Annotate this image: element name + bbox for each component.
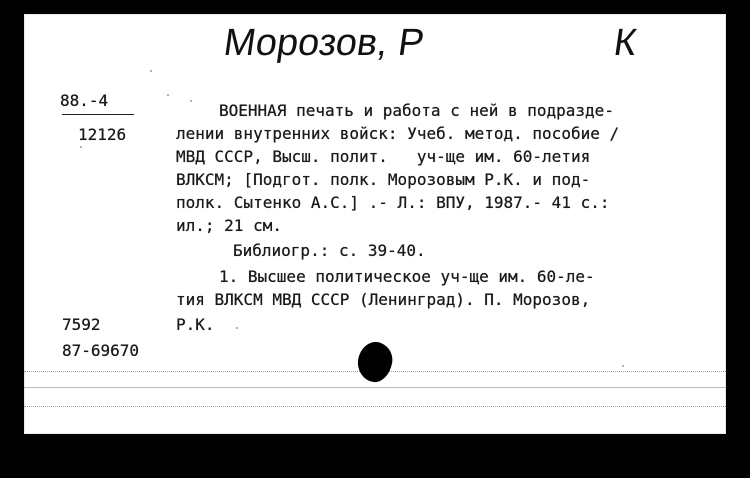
card-rule bbox=[24, 387, 726, 388]
description-line: ВЛКСМ; [Подгот. полк. Морозовым Р.К. и под- bbox=[176, 170, 591, 189]
subject-line-tail: Р.К. bbox=[176, 315, 215, 334]
drawer-letter: К bbox=[611, 22, 640, 64]
card-punch-hole bbox=[355, 339, 395, 384]
subject-line: тия ВЛКСМ МВД СССР (Ленинград). П. Морозов, bbox=[176, 290, 591, 309]
speck bbox=[190, 100, 192, 102]
call-number-top: 88.-4 bbox=[60, 91, 109, 110]
description-line: полк. Сытенко А.С.] .- Л.: ВПУ, 1987.- 41 с.: bbox=[176, 193, 610, 212]
speck bbox=[236, 327, 238, 329]
call-number-divider bbox=[62, 114, 134, 115]
speck bbox=[622, 365, 624, 367]
speck bbox=[80, 146, 82, 148]
description-line: ил.; 21 см. bbox=[176, 216, 282, 235]
bibliography-note: Библиогр.: с. 39-40. bbox=[233, 241, 426, 260]
speck bbox=[167, 94, 169, 96]
author-heading: Морозов, Р bbox=[221, 22, 427, 64]
subject-line: 1. Высшее политическое уч-ще им. 60-ле- bbox=[219, 267, 595, 286]
catalog-card bbox=[24, 14, 726, 434]
speck bbox=[150, 70, 152, 72]
description-line: лении внутренних войск: Учеб. метод. пособие / bbox=[176, 124, 620, 143]
description-line: МВД СССР, Высш. полит. уч-ще им. 60-летия bbox=[176, 147, 591, 166]
call-number-bottom: 12126 bbox=[78, 125, 127, 144]
accession-number: 7592 bbox=[62, 315, 101, 334]
lc-control-number: 87-69670 bbox=[62, 341, 140, 360]
card-rule bbox=[24, 406, 726, 407]
description-line: ВОЕННАЯ печать и работа с ней в подразде- bbox=[219, 101, 614, 120]
